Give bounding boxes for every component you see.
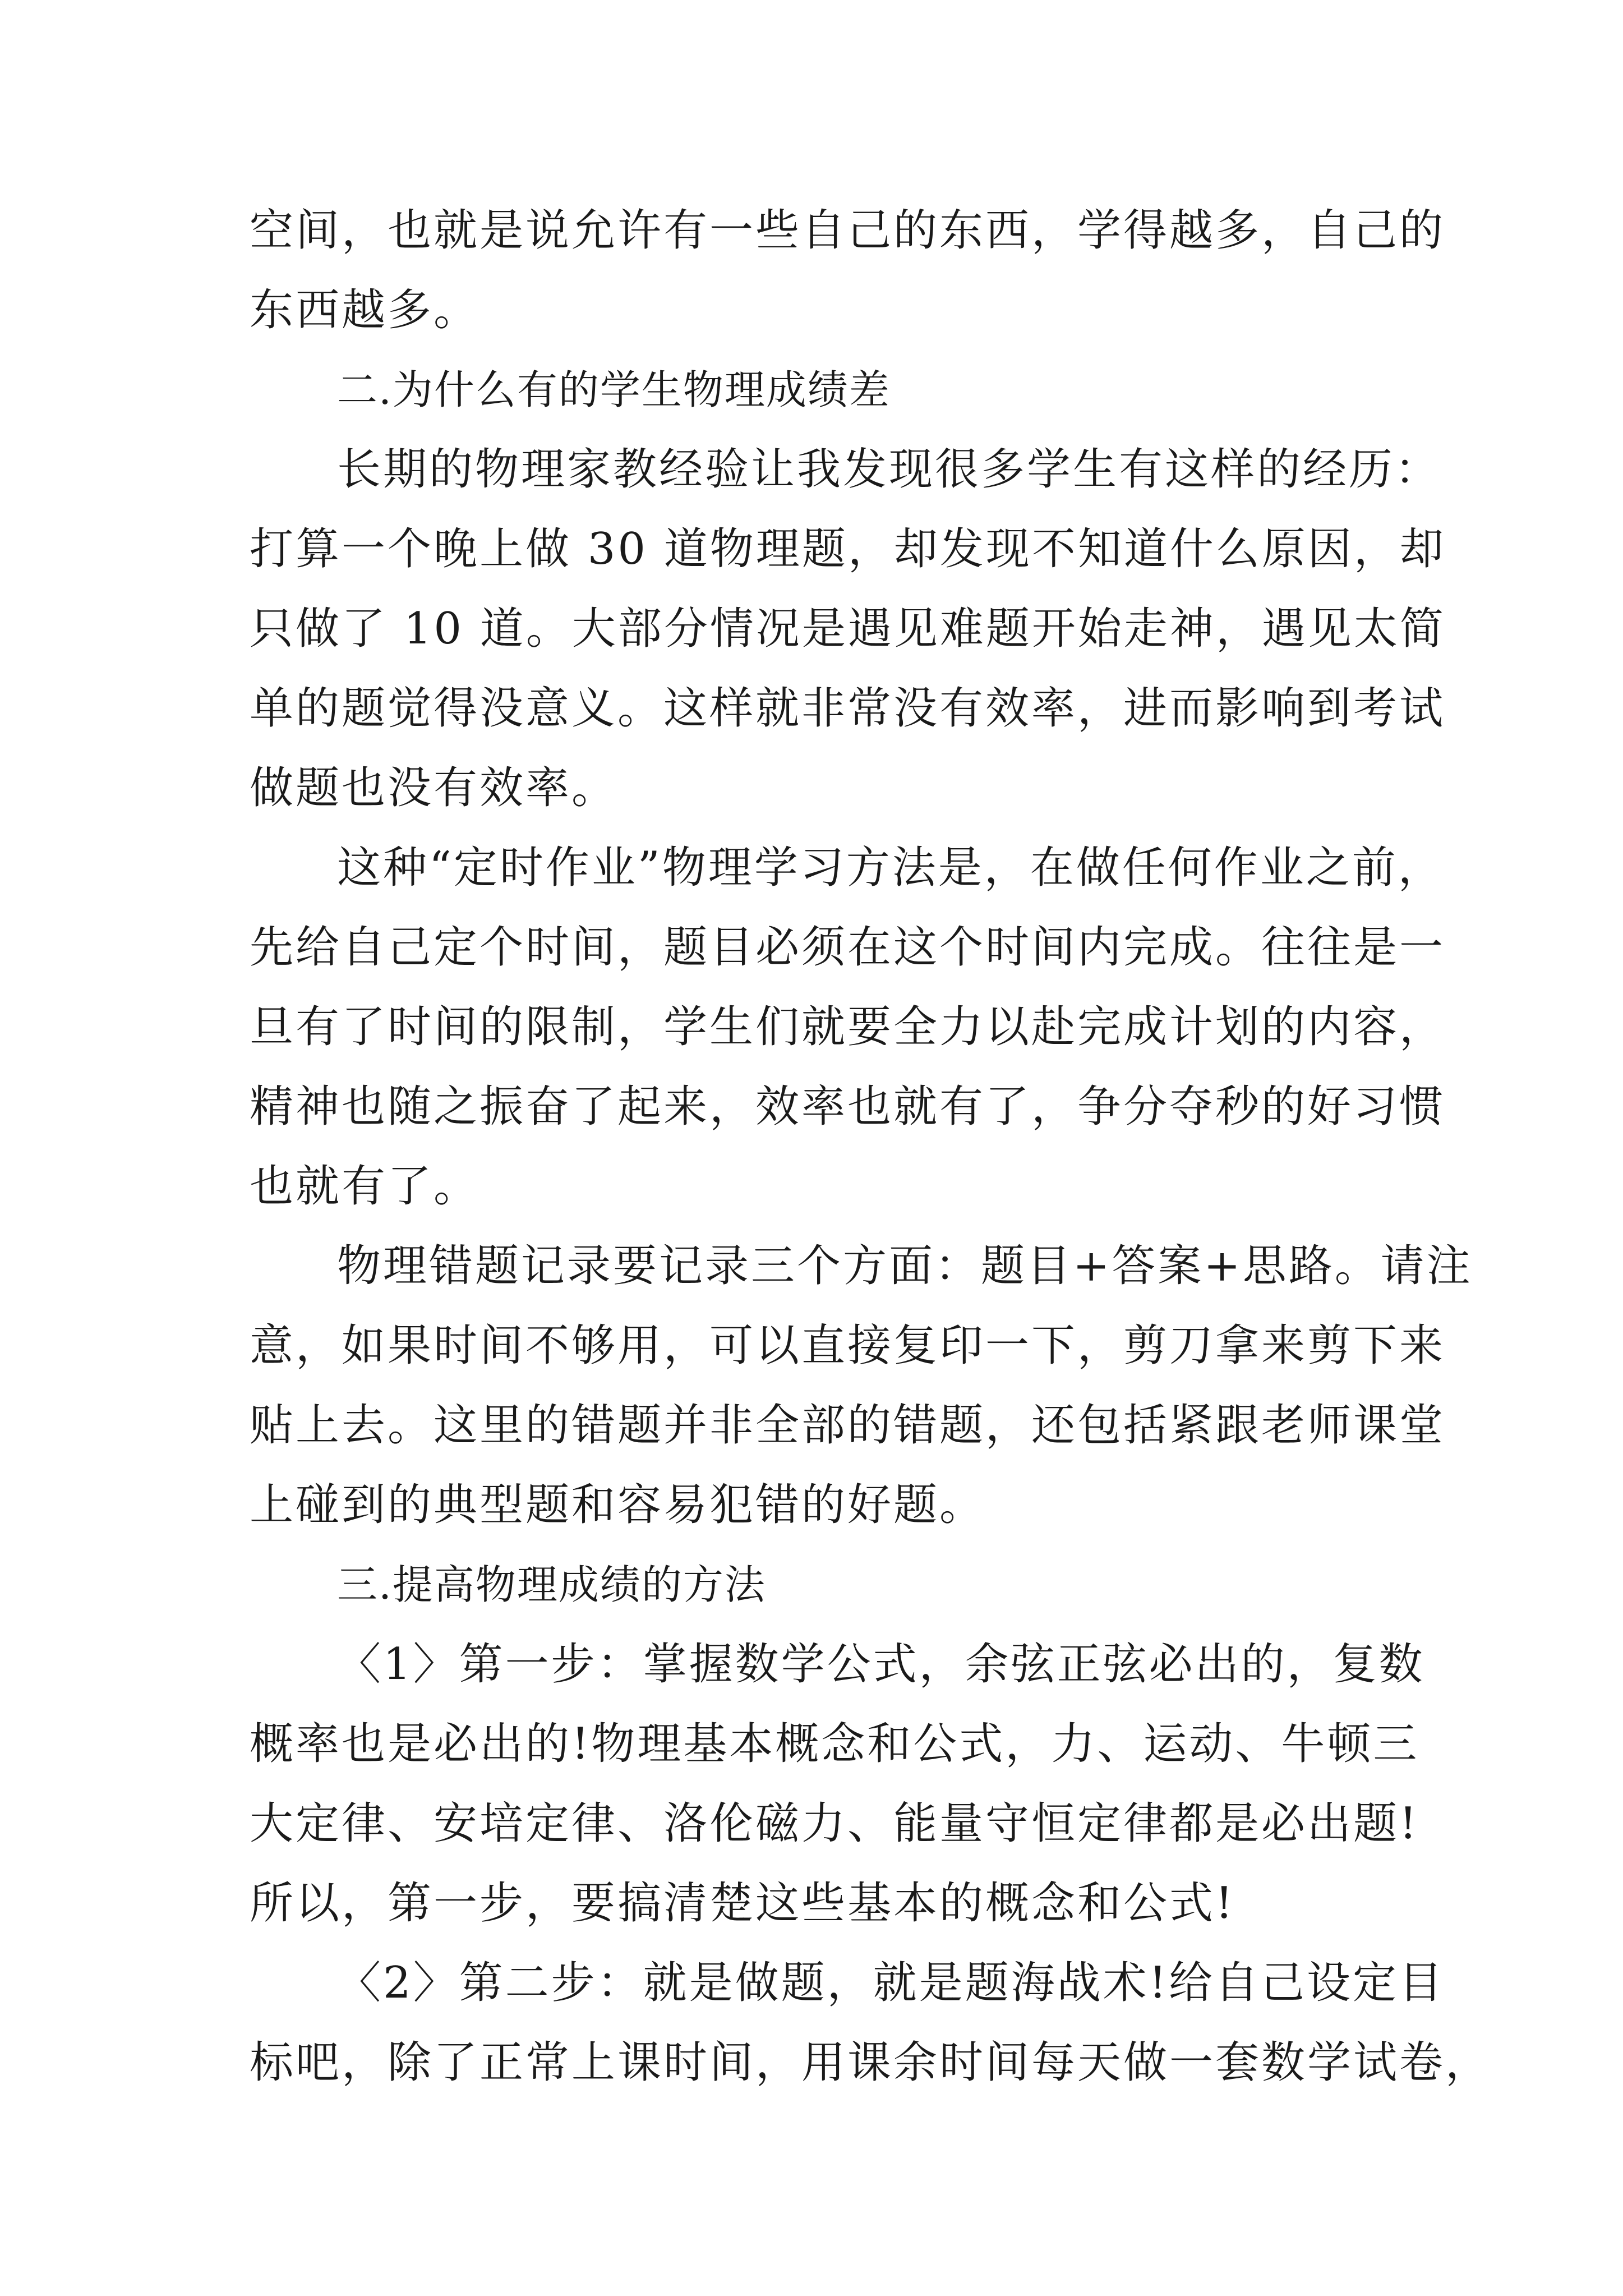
text-line: 旦有了时间的限制，学生们就要全力以赴完成计划的内容， <box>250 1002 1446 1052</box>
document-page <box>250 191 1492 2102</box>
text-line: 所以，第一步，要搞清楚这些基本的概念和公式! <box>250 1878 1235 1929</box>
body-paragraph <box>250 1226 1473 1545</box>
text-line: 〈2〉第二步：就是做题，就是题海战术!给自己设定目 <box>337 1958 1445 2008</box>
text-line: 〈1〉第一步：掌握数学公式，余弦正弦必出的，复数 <box>337 1639 1425 1690</box>
text-line: 单的题觉得没意义。这样就非常没有效率，进而影响到考试 <box>250 683 1446 734</box>
text-line: 长期的物理家教经验让我发现很多学生有这样的经历： <box>337 444 1441 495</box>
text-line: 只做了 10 道。大部分情况是遇见难题开始走神，遇见太简 <box>250 604 1446 654</box>
text-line: 上碰到的典型题和容易犯错的好题。 <box>250 1480 986 1530</box>
text-line: 概率也是必出的!物理基本概念和公式，力、运动、牛顿三 <box>250 1719 1419 1769</box>
text-line: 东西越多。 <box>250 285 480 335</box>
section-heading: 三.提高物理成绩的方法 <box>337 1561 766 1608</box>
text-line: 贴上去。这里的错题并非全部的错题，还包括紧跟老师课堂 <box>250 1400 1446 1451</box>
text-line: 标吧，除了正常上课时间，用课余时间每天做一套数学试卷， <box>250 2037 1492 2088</box>
text-line: 物理错题记录要记录三个方面：题目+答案+思路。请注 <box>337 1241 1473 1291</box>
text-line: 先给自己定个时间，题目必须在这个时间内完成。往往是一 <box>250 922 1446 973</box>
body-paragraph <box>250 1943 1492 2102</box>
text-line: 空间，也就是说允许有一些自己的东西，学得越多，自己的 <box>250 205 1446 256</box>
body-paragraph <box>250 430 1446 828</box>
text-line: 意，如果时间不够用，可以直接复印一下，剪刀拿来剪下来 <box>250 1320 1446 1371</box>
body-paragraph <box>250 828 1446 1226</box>
continuation-paragraph <box>250 191 1446 350</box>
text-line: 做题也没有效率。 <box>250 763 618 813</box>
text-line: 打算一个晚上做 30 道物理题，却发现不知道什么原因，却 <box>250 524 1446 574</box>
text-line: 也就有了。 <box>250 1161 480 1212</box>
text-line: 精神也随之振奋了起来，效率也就有了，争分夺秒的好习惯 <box>250 1082 1446 1132</box>
text-line: 大定律、安培定律、洛伦磁力、能量守恒定律都是必出题! <box>250 1798 1419 1849</box>
text-line: 这种“定时作业”物理学习方法是，在做任何作业之前， <box>337 843 1444 893</box>
body-paragraph <box>250 1625 1425 1943</box>
section-heading: 二.为什么有的学生物理成绩差 <box>337 366 891 413</box>
